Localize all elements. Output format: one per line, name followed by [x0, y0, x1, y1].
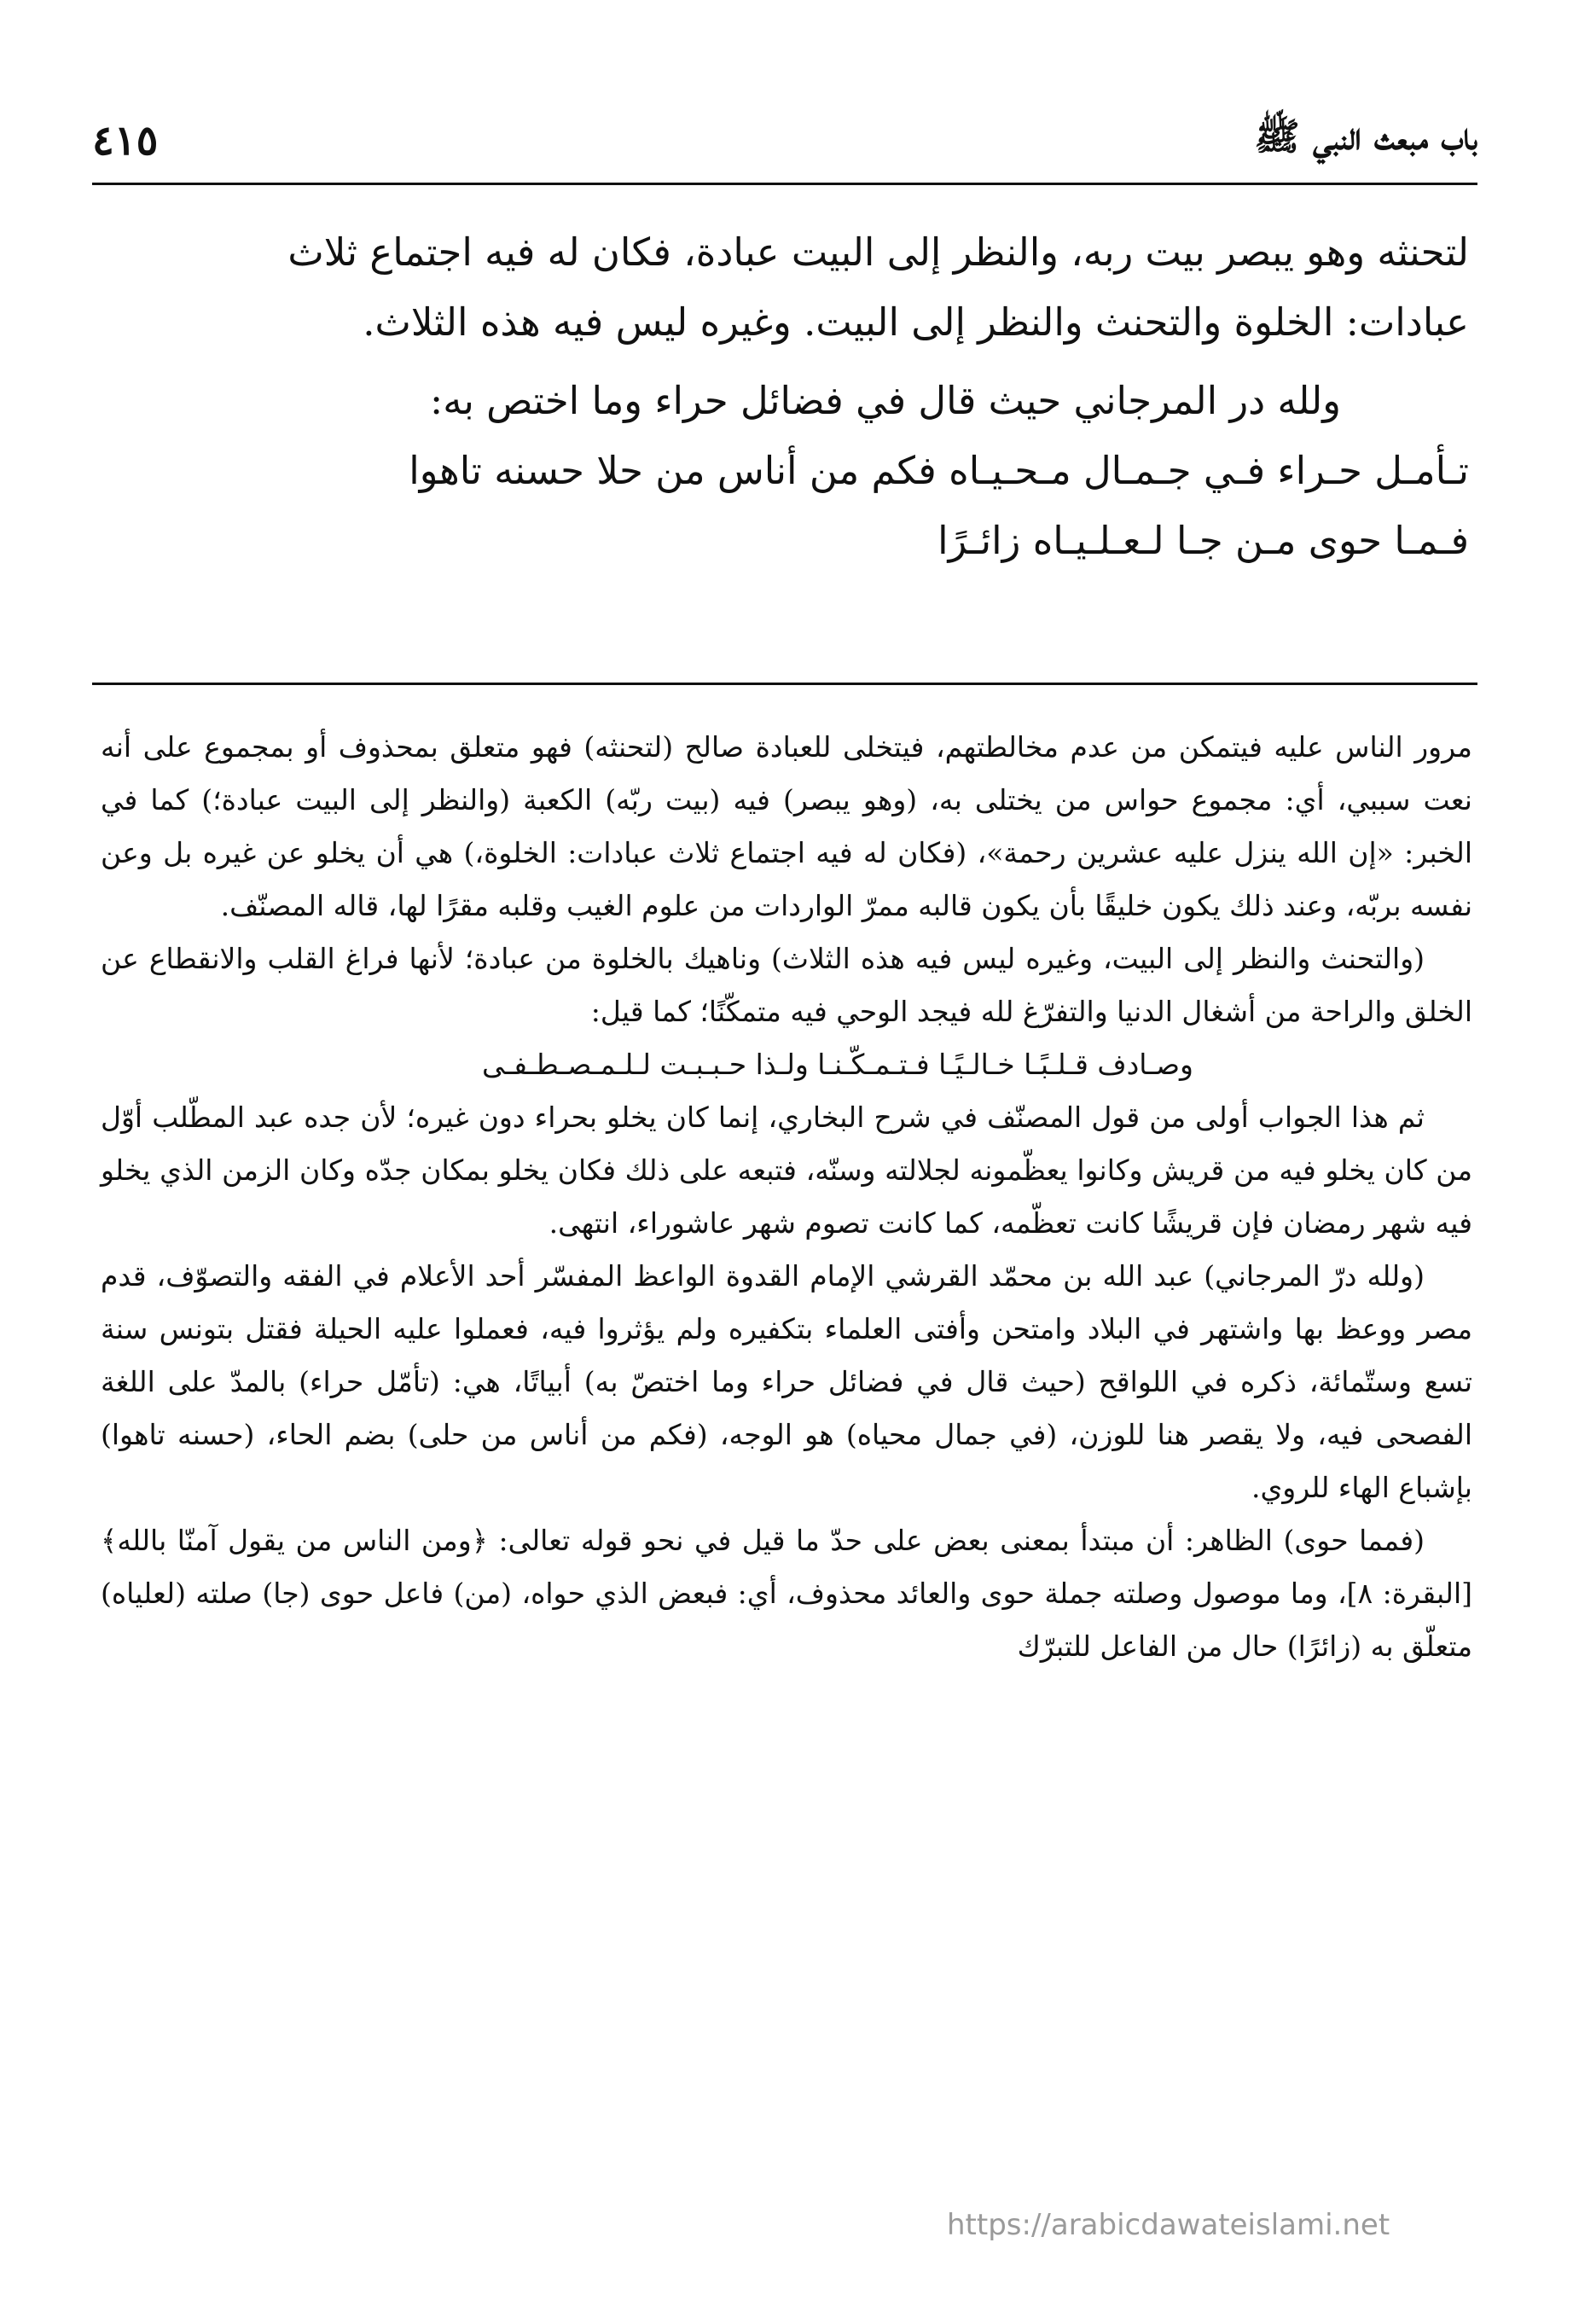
- commentary-paragraph: ثم هذا الجواب أولى من قول المصنّف في شرح البخاري، إنما كان يخلو بحراء دون غيره؛ لأن جده عبد المطّلب أوّل من كان يخلو فيه من قريش وكانوا يعظّمونه لجلالته وسنّه، فتبعه على ذلك فكان يخلو بمكان جدّه وكان الزمن الذي يخلو فيه شهر رمضان فإن قريشًا كانت تعظّمه، كما كانت تصوم شهر عاشوراء، انتهى.: [101, 1101, 1472, 1240]
- page-number: ٤١٥: [92, 117, 159, 165]
- page-header: [92, 102, 1477, 179]
- header-rule: [92, 183, 1477, 185]
- commentary-paragraph: (ولله درّ المرجاني) عبد الله بن محمّد القرشي الإمام القدوة الواعظ المفسّر أحد الأعلام في الفقه والتصوّف، قدم مصر ووعظ بها واشتهر في البلاد وامتحن وأفتى العلماء بتكفيره ولم يؤثروا فيه، فعملوا عليه الحيلة فقتل بتونس سنة تسع وستّمائة، ذكره في اللواقح (حيث قال في فضائل حراء وما اختصّ به) أبياتًا، هي: (تأمّل حراء) بالمدّ على اللغة الفصحى فيه، ولا يقصر هنا للوزن، (في جمال محياه) هو الوجه، (فكم من أناس من حلى) بضم الحاء، (حسنه تاهوا) بإشباع الهاء للروي.: [101, 1259, 1472, 1504]
- commentary-notes: [101, 721, 1472, 1673]
- footnote-separator: [92, 683, 1477, 685]
- watermark-url: https://arabicdawateislami.net: [947, 2208, 1390, 2242]
- poem-block: [102, 366, 1469, 576]
- poem-verse: فـمـا حوى مـن جـا لـعـلـيـاه زائـرًا: [937, 518, 1469, 563]
- chapter-title: باب مبعث النبي ﷺ: [1254, 115, 1477, 159]
- poem-intro: ولله در المرجاني حيث قال في فضائل حراء وما اختص به:: [430, 378, 1341, 423]
- quoted-verse: وصـادف قـلـبًـا خـالـيًـا فـتـمـكّـنـا ولـذا حـبـبـت لـلـمـصـطـفـى: [482, 1048, 1193, 1081]
- poem-verse: تـأمـل حـراء فـي جـمـال مـحـيـاه فكم من أناس من حلا حسنه تاهوا: [409, 448, 1469, 493]
- commentary-paragraph: (والتحنث والنظر إلى البيت، وغيره ليس فيه هذه الثلاث) وناهيك بالخلوة من عبادة؛ لأنها فراغ القلب والانقطاع عن الخلق والراحة من أشغال الدنيا والتفرّغ لله فيجد الوحي فيه متمكّنًا؛ كما قيل:: [101, 942, 1472, 1028]
- main-line: عبادات: الخلوة والتحنث والنظر إلى البيت. وغيره ليس فيه هذه الثلاث.: [363, 299, 1469, 345]
- commentary-paragraph: مرور الناس عليه فيتمكن من عدم مخالطتهم، فيتخلى للعبادة صالح (لتحنثه) فهو متعلق بمحذوف أو بمجموع على أنه نعت سببي، أي: مجموع حواس من يختلى به، (وهو يبصر) فيه (بيت ربّه) الكعبة (والنظر إلى البيت عبادة؛) كما في الخبر: «إن الله ينزل عليه عشرين رحمة»، (فكان له فيه اجتماع ثلاث عبادات: الخلوة،) هي أن يخلو عن غيره بل وعن نفسه بربّه، وعند ذلك يكون خليقًا بأن يكون قالبه ممرّ الواردات من علوم الغيب وقلبه مقرًا لها، قاله المصنّف.: [101, 730, 1472, 922]
- main-text: [102, 218, 1469, 576]
- main-line: لتحنثه وهو يبصر بيت ربه، والنظر إلى البيت عبادة، فكان له فيه اجتماع ثلاث: [287, 229, 1469, 275]
- commentary-paragraph: (فمما حوى) الظاهر: أن مبتدأ بمعنى بعض على حدّ ما قيل في نحو قوله تعالى: ﴿ومن الناس من يقول آمنّا بالله﴾ [البقرة: ٨]، وما موصول وصلته جملة حوى والعائد محذوف، أي: فبعض الذي حواه، (من) فاعل حوى (جا) صلته (لعلياه) متعلّق به (زائرًا) حال من الفاعل للتبرّك: [101, 1524, 1473, 1663]
